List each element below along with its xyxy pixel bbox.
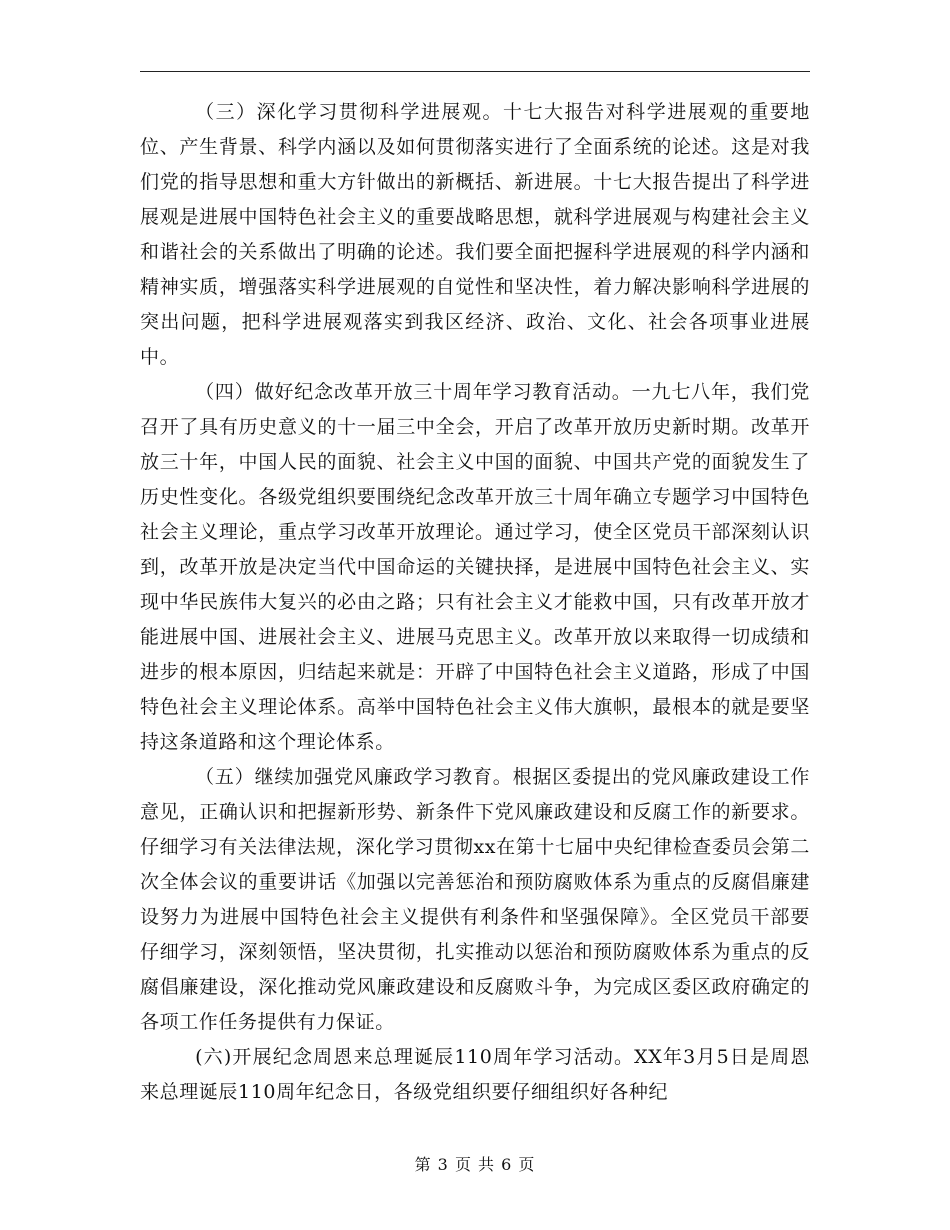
paragraph-5: （五）继续加强党风廉政学习教育。根据区委提出的党风廉政建设工作意见，正确认识和把握新形势、新条件下党风廉政建设和反腐工作的新要求。仔细学习有关法律法规，深化学习贯彻xx在第十七届中央纪律检查委员会第二次全体会议的重要讲话《加强以完善惩治和预防腐败体系为重点的反腐倡廉建设努力为进展中国特色社会主义提供有利条件和坚强保障》。全区党员干部要仔细学习，深刻领悟，坚决贯彻，扎实推动以惩治和预防腐败体系为重点的反腐倡廉建设，深化推动党风廉政建设和反腐败斗争，为完成区委区政府确定的各项工作任务提供有力保证。 — [140, 766, 810, 1033]
header-rule — [140, 71, 810, 72]
page-footer: 第 3 页 共 6 页 — [414, 1155, 536, 1174]
paragraph-4: （四）做好纪念改革开放三十周年学习教育活动。一九七八年，我们党召开了具有历史意义的十一届三中全会，开启了改革开放历史新时期。改革开放三十年，中国人民的面貌、社会主义中国的面貌、中国共产党的面貌发生了历史性变化。各级党组织要围绕纪念改革开放三十周年确立专题学习中国特色社会主义理论，重点学习改革开放理论。通过学习，使全区党员干部深刻认识到，改革开放是决定当代中国命运的关键抉择，是进展中国特色社会主义、实现中华民族伟大复兴的必由之路；只有社会主义才能救中国，只有改革开放才能进展中国、进展社会主义、进展马克思主义。改革开放以来取得一切成绩和进步的根本原因，归结起来就是：开辟了中国特色社会主义道路，形成了中国特色社会主义理论体系。高举中国特色社会主义伟大旗帜，最根本的就是要坚持这条道路和这个理论体系。 — [140, 381, 810, 753]
document-body — [140, 95, 810, 1110]
paragraph-6: (六)开展纪念周恩来总理诞辰110周年学习活动。XX年3月5日是周恩来总理诞辰110周年纪念日，各级党组织要仔细组织好各种纪 — [140, 1046, 810, 1103]
paragraph-3: （三）深化学习贯彻科学进展观。十七大报告对科学进展观的重要地位、产生背景、科学内涵以及如何贯彻落实进行了全面系统的论述。这是对我们党的指导思想和重大方针做出的新概括、新进展。十七大报告提出了科学进展观是进展中国特色社会主义的重要战略思想，就科学进展观与构建社会主义和谐社会的关系做出了明确的论述。我们要全面把握科学进展观的科学内涵和精神实质，增强落实科学进展观的自觉性和坚决性，着力解决影响科学进展的突出问题，把科学进展观落实到我区经济、政治、文化、社会各项事业进展中。 — [140, 101, 810, 368]
